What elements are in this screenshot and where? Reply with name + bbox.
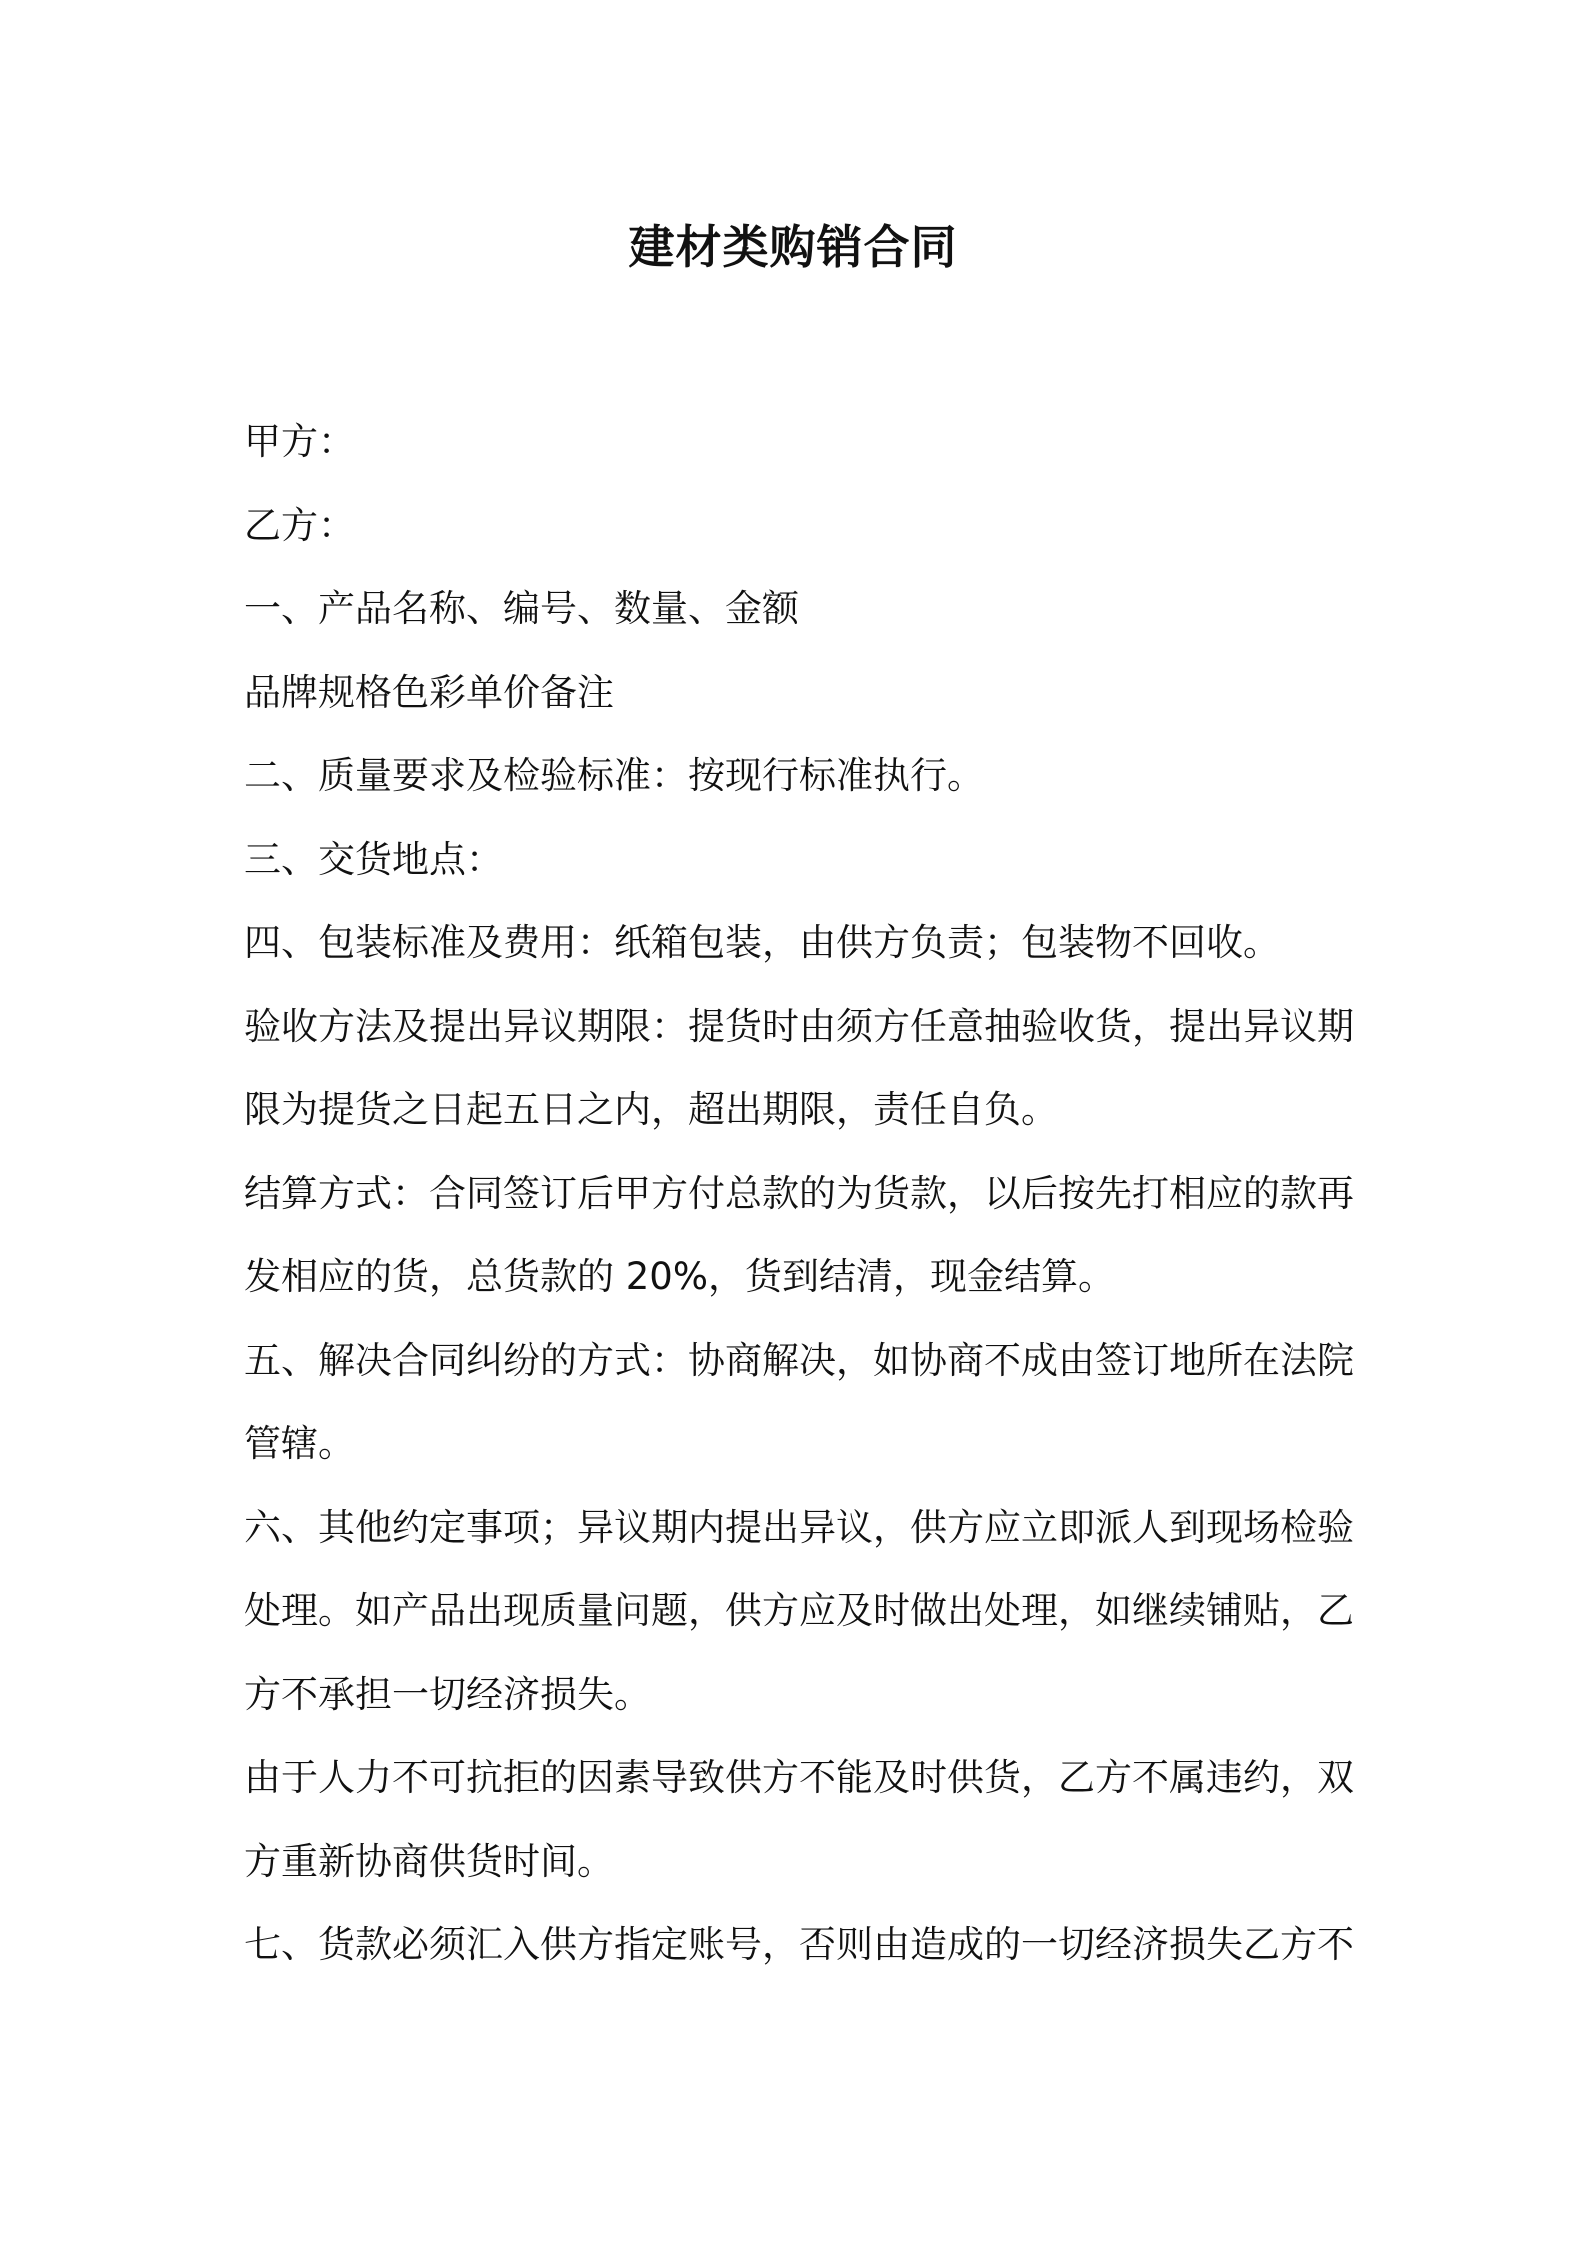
- settlement-line-1: 结算方式：合同签订后甲方付总款的为货款，以后按先打相应的款再: [244, 1171, 1354, 1215]
- section-1-heading: 一、产品名称、编号、数量、金额: [244, 587, 799, 630]
- section-7-payment-line: 七、货款必须汇入供方指定账号，否则由造成的一切经济损失乙方不: [244, 1923, 1354, 1966]
- force-majeure-line-2: 方重新协商供货时间。: [244, 1839, 614, 1883]
- force-majeure-line-1: 由于人力不可抗拒的因素导致供方不能及时供货，乙方不属违约，双: [244, 1756, 1354, 1799]
- section-2-quality: 二、质量要求及检验标准：按现行标准执行。: [244, 754, 984, 797]
- document-body: [244, 400, 1364, 1987]
- acceptance-line-2: 限为提货之日起五日之内，超出期限，责任自负。: [244, 1088, 1058, 1131]
- document-title: 建材类购销合同: [628, 220, 958, 274]
- section-6-other-line-1: 六、其他约定事项；异议期内提出异议，供方应立即派人到现场检验: [244, 1505, 1354, 1549]
- section-6-other-line-2: 处理。如产品出现质量问题，供方应及时做出处理，如继续铺贴，乙: [244, 1589, 1354, 1632]
- product-fields-line: 品牌规格色彩单价备注: [244, 670, 614, 714]
- settlement-line-2: 发相应的货，总货款的 20%，货到结清，现金结算。: [244, 1255, 1115, 1298]
- section-3-delivery: 三、交货地点：: [244, 837, 503, 881]
- party-a-line: 甲方：: [244, 420, 355, 463]
- acceptance-line-1: 验收方法及提出异议期限：提货时由须方任意抽验收货，提出异议期: [244, 1004, 1354, 1048]
- section-4-packaging: 四、包装标准及费用：纸箱包装，由供方负责；包装物不回收。: [244, 921, 1280, 964]
- section-5-dispute-line-1: 五、解决合同纠纷的方式：协商解决，如协商不成由签订地所在法院: [244, 1338, 1354, 1382]
- section-6-other-line-3: 方不承担一切经济损失。: [244, 1672, 651, 1716]
- party-b-line: 乙方：: [244, 503, 355, 547]
- section-5-dispute-line-2: 管辖。: [244, 1422, 355, 1465]
